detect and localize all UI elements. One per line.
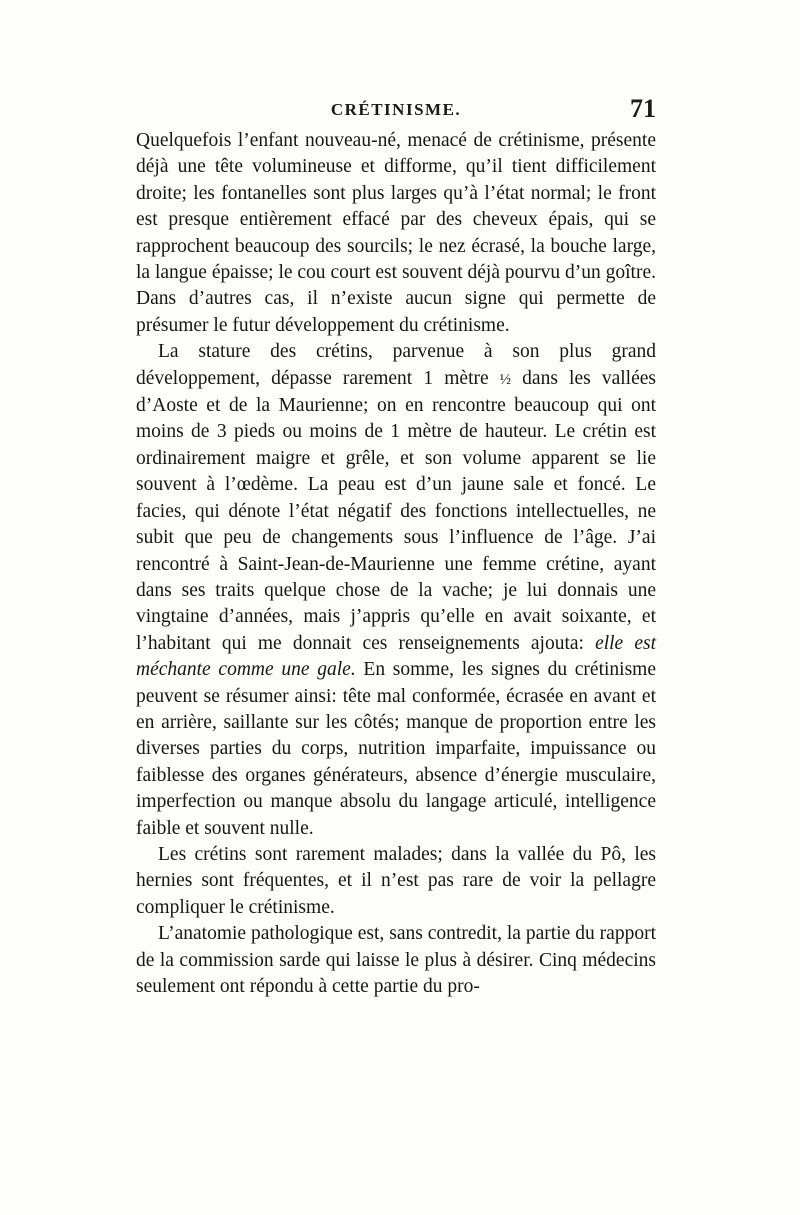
fraction-half: ½ [499,371,512,388]
page-number: 71 [630,94,656,123]
paragraph-1: Quelquefois l’enfant nouveau-né, menacé de crétinisme, présente déjà une tête volumineuse et difforme, qu’il tient difficilement droite; les fontanelles sont plus larges qu’à l’état normal; le front est presque entièrement effacé par des cheveux épais, qui se rapprochent beaucoup des sourcils; le nez écrasé, la bouche large, la langue épaisse; le cou court est souvent déjà pourvu d’un goître. Dans d’autres cas, il n’existe aucun signe qui permette de présumer le futur développement du crétinisme. [136,130,656,336]
paragraph-3: Les crétins sont rarement malades; dans la vallée du Pô, les hernies sont fréquentes, et il n’est pas rare de voir la pellagre compliquer le crétinisme. [136,843,656,918]
paragraph-2-part-2: dans les vallées d’Aoste et de la Maurienne; on en rencontre beaucoup qui ont moins de 3 pieds ou moins de 1 mètre de hauteur. Le crétin est ordinairement maigre et grêle, et son volume apparent se lie souvent à l’œdème. La peau est d’un jaune sale et foncé. Le facies, qui dénote l’état négatif des fonctions intellectuelles, ne subit que peu de changements sous l’influence de l’âge. J’ai rencontré à Saint-Jean-de-Maurienne une femme crétine, ayant dans ses traits quelque chose de la vache; je lui donnais une vingtaine d’années, mais j’appris qu’elle en avait soixante, et l’habitant qui me donnait ces renseignements ajouta: [136,367,656,654]
running-header [136,96,656,126]
paragraph-2-part-1: La stature des crétins, parvenue à son plus grand développement, dépasse rarement 1 mètre [136,341,656,389]
italic-quote: elle est méchante comme une gale. [136,632,656,681]
paragraph-2-part-3: En somme, les signes du crétinisme peuvent se résumer ainsi: tête mal conformée, écrasée en avant et en arrière, saillante sur les côtés; manque de proportion entre les diverses parties du corps, nutrition imparfaite, impuissance ou faiblesse des organes générateurs, absence d’énergie musculaire, imperfection ou manque absolu du langage articulé, intelligence faible et souvent nulle. [136,659,657,839]
paragraph-2 [136,339,656,842]
paragraph-4: L’anatomie pathologique est, sans contredit, la partie du rapport de la commission sarde qui laisse le plus à désirer. Cinq médecins seulement ont répondu à cette partie du pro- [136,923,656,997]
body-text [136,128,656,1000]
running-title: CRÉTINISME. [330,100,462,119]
